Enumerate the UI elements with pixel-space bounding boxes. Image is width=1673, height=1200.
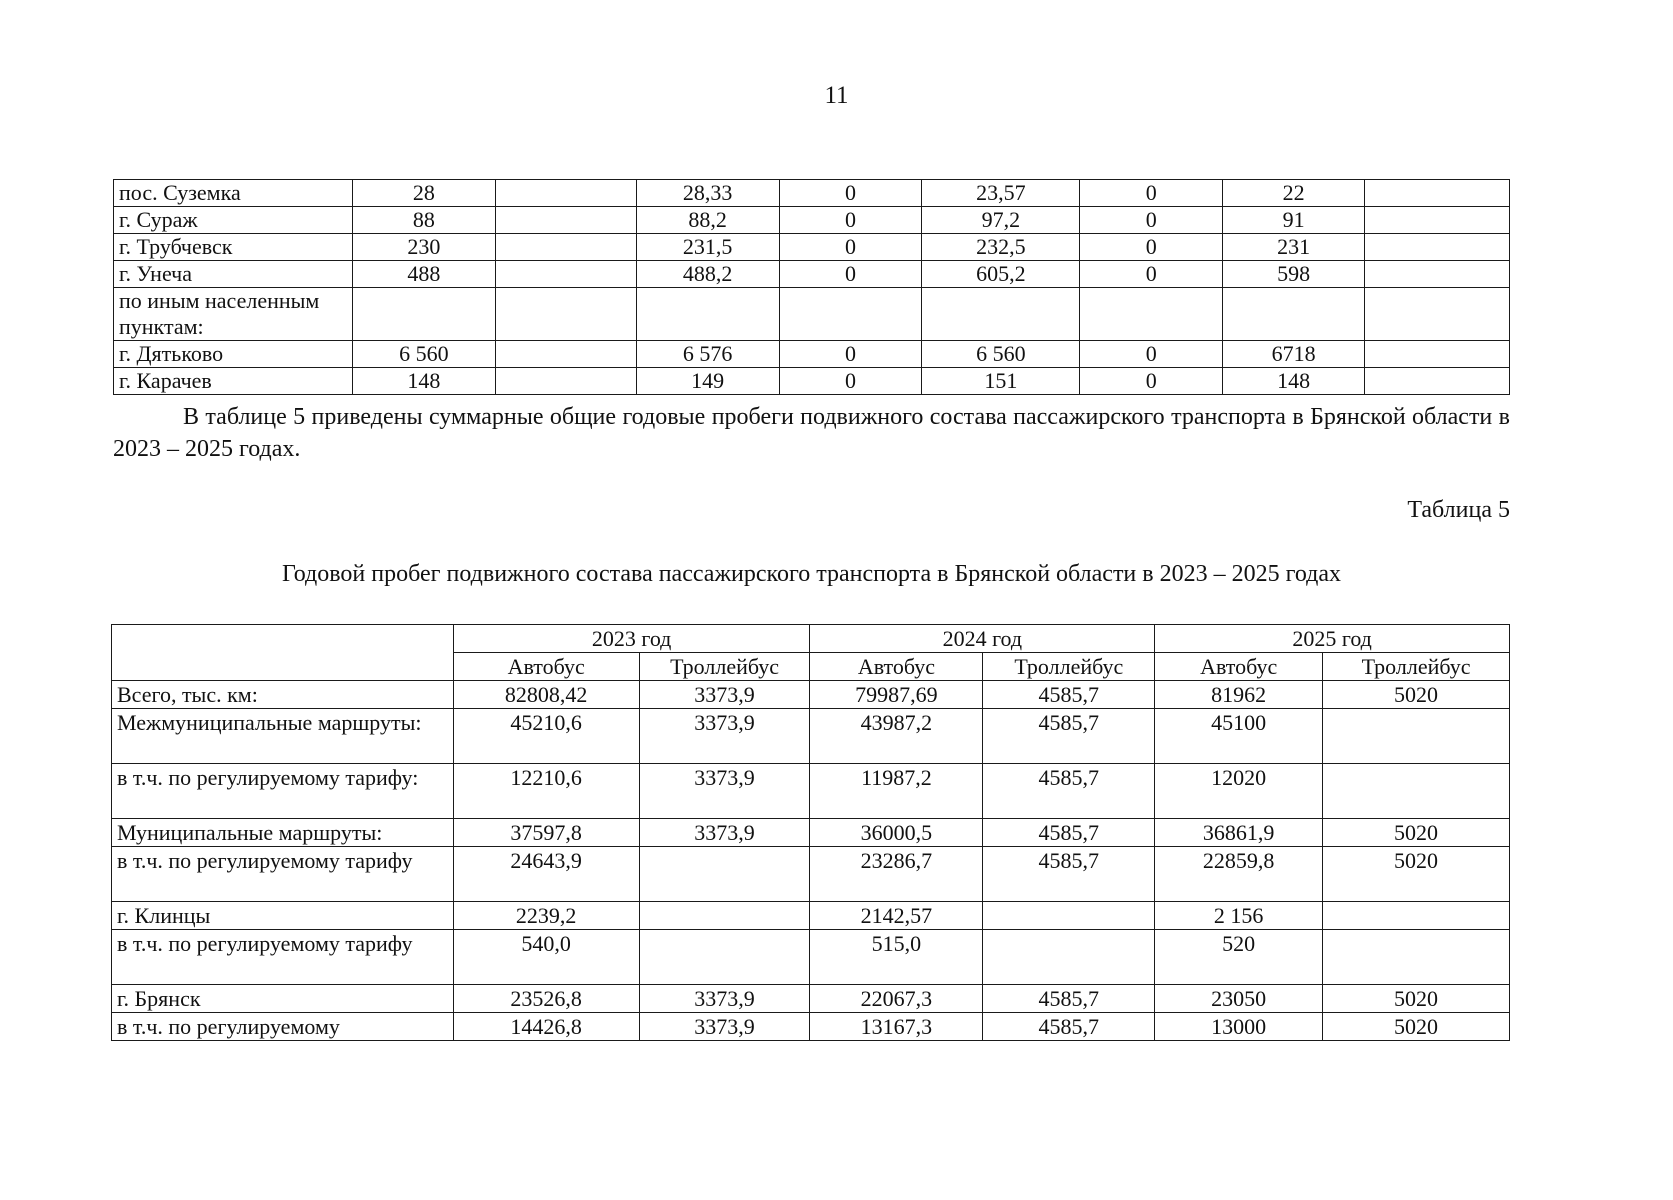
table-cell xyxy=(639,930,810,985)
row-label: г. Дятьково xyxy=(114,341,353,368)
table-cell: 4585,7 xyxy=(983,847,1155,902)
table-cell: 11987,2 xyxy=(810,764,983,819)
table-row xyxy=(112,681,1510,709)
table-row xyxy=(112,764,1510,819)
table-cell xyxy=(1223,288,1365,341)
table-cell: 22 xyxy=(1223,180,1365,207)
vehicle-header: Троллейбус xyxy=(639,653,810,681)
row-label: г. Карачев xyxy=(114,368,353,395)
row-label: Муниципальные маршруты: xyxy=(112,819,454,847)
table-cell xyxy=(495,341,636,368)
table-cell: 14426,8 xyxy=(453,1013,639,1041)
table-cell xyxy=(1365,368,1510,395)
table-header-years xyxy=(112,625,1510,653)
table-row xyxy=(114,288,1510,341)
table-cell xyxy=(1365,234,1510,261)
table-cell: 4585,7 xyxy=(983,985,1155,1013)
table-cell: 6 560 xyxy=(922,341,1080,368)
table-caption: Таблица 5 xyxy=(1407,497,1510,523)
table-row xyxy=(114,207,1510,234)
table-cell: 28 xyxy=(352,180,495,207)
row-label: пос. Суземка xyxy=(114,180,353,207)
table-cell xyxy=(922,288,1080,341)
table-cell xyxy=(1365,261,1510,288)
table-cell: 4585,7 xyxy=(983,681,1155,709)
table-cell: 2239,2 xyxy=(453,902,639,930)
table-cell: 4585,7 xyxy=(983,709,1155,764)
table-cell xyxy=(495,207,636,234)
table-cell xyxy=(1323,930,1510,985)
table-cell: 3373,9 xyxy=(639,709,810,764)
table-cell: 22067,3 xyxy=(810,985,983,1013)
table-cell: 488 xyxy=(352,261,495,288)
table-row xyxy=(112,819,1510,847)
row-label: г. Трубчевск xyxy=(114,234,353,261)
table-cell: 45210,6 xyxy=(453,709,639,764)
table-cell: 36861,9 xyxy=(1155,819,1323,847)
table-cell xyxy=(1323,764,1510,819)
table-cell xyxy=(1365,180,1510,207)
table-cell: 2142,57 xyxy=(810,902,983,930)
table-cell: 24643,9 xyxy=(453,847,639,902)
table-row xyxy=(114,180,1510,207)
table-cell: 605,2 xyxy=(922,261,1080,288)
table-cell: 488,2 xyxy=(636,261,779,288)
settlements-table-continued xyxy=(113,179,1510,395)
table-cell: 0 xyxy=(779,180,922,207)
table-cell: 515,0 xyxy=(810,930,983,985)
row-label: в т.ч. по регулируемому xyxy=(112,1013,454,1041)
table-cell: 231 xyxy=(1223,234,1365,261)
table-cell: 230 xyxy=(352,234,495,261)
table-cell: 81962 xyxy=(1155,681,1323,709)
table-cell: 28,33 xyxy=(636,180,779,207)
table-cell: 23286,7 xyxy=(810,847,983,902)
table-cell: 0 xyxy=(1080,261,1223,288)
table-cell: 88 xyxy=(352,207,495,234)
table-cell: 0 xyxy=(1080,368,1223,395)
row-label: в т.ч. по регулируемому тарифу: xyxy=(112,764,454,819)
table-cell xyxy=(636,288,779,341)
vehicle-header: Автобус xyxy=(1155,653,1323,681)
year-header: 2023 год xyxy=(453,625,810,653)
table-cell: 0 xyxy=(779,207,922,234)
table-cell: 37597,8 xyxy=(453,819,639,847)
table-cell: 148 xyxy=(352,368,495,395)
table-cell xyxy=(639,847,810,902)
vehicle-header: Автобус xyxy=(810,653,983,681)
page-number: 11 xyxy=(824,82,849,109)
vehicle-header: Троллейбус xyxy=(983,653,1155,681)
table-cell xyxy=(1323,709,1510,764)
table-cell xyxy=(983,930,1155,985)
table-cell: 36000,5 xyxy=(810,819,983,847)
table-cell xyxy=(1365,207,1510,234)
table-row xyxy=(112,1013,1510,1041)
table-row xyxy=(112,847,1510,902)
table-row xyxy=(114,261,1510,288)
table-cell: 5020 xyxy=(1323,847,1510,902)
table-cell: 2 156 xyxy=(1155,902,1323,930)
row-label: г. Брянск xyxy=(112,985,454,1013)
table-cell xyxy=(495,288,636,341)
table-cell: 88,2 xyxy=(636,207,779,234)
year-header: 2025 год xyxy=(1155,625,1510,653)
table-cell xyxy=(1365,288,1510,341)
table-cell xyxy=(495,234,636,261)
table-row xyxy=(112,902,1510,930)
table-cell: 6 560 xyxy=(352,341,495,368)
table-cell: 12020 xyxy=(1155,764,1323,819)
table-cell: 598 xyxy=(1223,261,1365,288)
table-cell xyxy=(352,288,495,341)
table-cell: 148 xyxy=(1223,368,1365,395)
row-label: в т.ч. по регулируемому тарифу xyxy=(112,847,454,902)
vehicle-header: Троллейбус xyxy=(1323,653,1510,681)
table-cell: 5020 xyxy=(1323,985,1510,1013)
table-cell: 0 xyxy=(779,234,922,261)
table-cell: 5020 xyxy=(1323,681,1510,709)
table-row xyxy=(114,341,1510,368)
table-title: Годовой пробег подвижного состава пассажирского транспорта в Брянской области в 2023 – 2025 годах xyxy=(281,561,1342,587)
table-cell: 232,5 xyxy=(922,234,1080,261)
vehicle-header: Автобус xyxy=(453,653,639,681)
table-cell xyxy=(495,368,636,395)
table-cell xyxy=(983,902,1155,930)
table-cell: 79987,69 xyxy=(810,681,983,709)
table-cell: 231,5 xyxy=(636,234,779,261)
table-cell: 4585,7 xyxy=(983,1013,1155,1041)
table-cell: 5020 xyxy=(1323,1013,1510,1041)
table-cell: 0 xyxy=(1080,180,1223,207)
table-cell: 43987,2 xyxy=(810,709,983,764)
table-cell: 0 xyxy=(779,368,922,395)
row-label: Межмуниципальные маршруты: xyxy=(112,709,454,764)
row-label: г. Сураж xyxy=(114,207,353,234)
table-row xyxy=(112,985,1510,1013)
table-cell: 6 576 xyxy=(636,341,779,368)
row-label: Всего, тыс. км: xyxy=(112,681,454,709)
year-header: 2024 год xyxy=(810,625,1155,653)
table-row xyxy=(112,930,1510,985)
table-cell: 0 xyxy=(779,261,922,288)
table-cell: 13000 xyxy=(1155,1013,1323,1041)
table-cell: 5020 xyxy=(1323,819,1510,847)
table-cell: 97,2 xyxy=(922,207,1080,234)
header-blank-cell xyxy=(112,625,454,681)
table-cell: 3373,9 xyxy=(639,1013,810,1041)
table-cell: 540,0 xyxy=(453,930,639,985)
row-label: в т.ч. по регулируемому тарифу xyxy=(112,930,454,985)
table-cell xyxy=(1080,288,1223,341)
row-label: г. Клинцы xyxy=(112,902,454,930)
table-cell: 6718 xyxy=(1223,341,1365,368)
table-cell: 3373,9 xyxy=(639,819,810,847)
table-cell xyxy=(779,288,922,341)
body-paragraph: В таблице 5 приведены суммарные общие годовые пробеги подвижного состава пассажирского транспорта в Брянской области в 2023 – 2025 годах. xyxy=(113,404,1510,462)
table-cell: 23,57 xyxy=(922,180,1080,207)
table-cell: 0 xyxy=(1080,234,1223,261)
table-cell: 45100 xyxy=(1155,709,1323,764)
table-cell xyxy=(1365,341,1510,368)
table-cell: 4585,7 xyxy=(983,764,1155,819)
table-cell: 520 xyxy=(1155,930,1323,985)
table-cell: 22859,8 xyxy=(1155,847,1323,902)
table-cell xyxy=(1323,902,1510,930)
table-cell xyxy=(495,261,636,288)
table-row xyxy=(114,234,1510,261)
table-cell: 13167,3 xyxy=(810,1013,983,1041)
table-cell xyxy=(639,902,810,930)
table-cell: 0 xyxy=(1080,341,1223,368)
table-cell: 3373,9 xyxy=(639,764,810,819)
table-cell: 82808,42 xyxy=(453,681,639,709)
annual-mileage-table xyxy=(111,624,1510,1041)
row-label: г. Унеча xyxy=(114,261,353,288)
table-row xyxy=(112,709,1510,764)
table-cell: 4585,7 xyxy=(983,819,1155,847)
table-cell: 91 xyxy=(1223,207,1365,234)
table-cell: 23526,8 xyxy=(453,985,639,1013)
row-label: по иным населенным пунктам: xyxy=(114,288,353,341)
table-cell: 3373,9 xyxy=(639,985,810,1013)
table-cell: 151 xyxy=(922,368,1080,395)
table-cell: 0 xyxy=(779,341,922,368)
table-cell xyxy=(495,180,636,207)
table-row xyxy=(114,368,1510,395)
table-cell: 12210,6 xyxy=(453,764,639,819)
table-cell: 149 xyxy=(636,368,779,395)
table-cell: 0 xyxy=(1080,207,1223,234)
table-cell: 23050 xyxy=(1155,985,1323,1013)
table-cell: 3373,9 xyxy=(639,681,810,709)
